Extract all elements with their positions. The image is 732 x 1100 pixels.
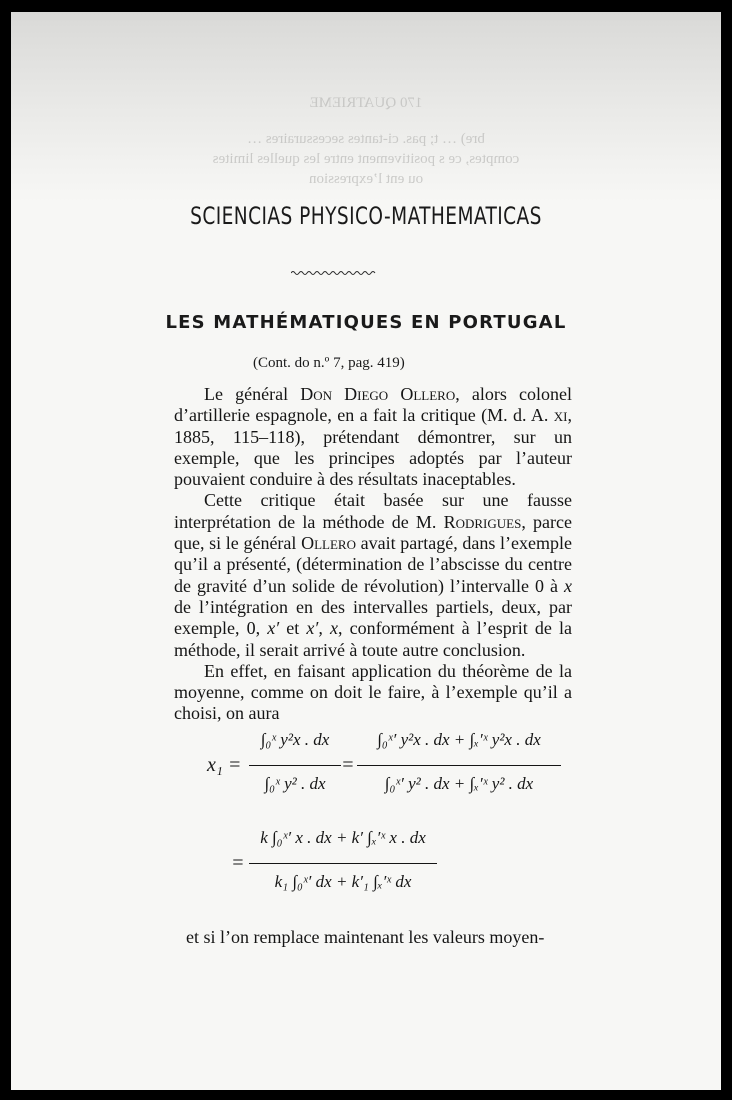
equation-lhs: x₁ = [207, 754, 242, 776]
fraction-numerator: ∫₀ˣ′ y²x . dx + ∫ₓ′ˣ y²x . dx [377, 730, 541, 749]
bleed-through-line: bre) … t; pas. ci-tantes secessuraires … [247, 131, 485, 147]
fraction-denominator: ∫₀ˣ y² . dx [264, 774, 326, 793]
bleed-through-line: 170 QUATRIEME [309, 95, 423, 111]
closing-line: et si l’on remplace maintenant les valeurs moyen- [186, 927, 545, 947]
scanned-page [11, 12, 721, 1090]
ornament-divider [291, 269, 377, 277]
bleed-through-line: ou ent l’expression [308, 171, 424, 187]
fraction-numerator: k ∫₀ˣ′ x . dx + k′ ∫ₓ′ˣ x . dx [260, 828, 426, 847]
paragraph: Le général Don Diego Ollero, alors colonel d’artillerie espagnole, en a fait la critique (M. d. A. xi, 1885, 115–118), prétendant démontrer, sur un exemple, que les principes adoptés par l’auteur pouvaient conduire à des résultats inaceptables. [174, 384, 572, 490]
article-title: LES MATHÉMATIQUES EN PORTUGAL [165, 312, 567, 333]
equals-sign: = [341, 754, 355, 776]
bleed-through-line: comptes, ce s positivement entre les quelles limites [212, 151, 520, 167]
paragraph: Cette critique était basée sur une fausse interprétation de la méthode de M. Rodrigues, parce que, si le général Ollero avait partagé, dans l’exemple qu’il a présenté, (détermination de l’abscisse du centre de gravité d’un solide de révolution) l’intervalle 0 à x de l’intégration en des intervalles partiels, deux, par exemple, 0, x′ et x′, x, conformément à l’esprit de la méthode, il serait arrivé à toute autre conclusion. [174, 490, 572, 660]
fraction-denominator: ∫₀ˣ′ y² . dx + ∫ₓ′ˣ y² . dx [384, 774, 534, 793]
fraction-bar [357, 765, 561, 766]
section-title: SCIENCIAS PHYSICO-MATHEMATICAS [190, 202, 542, 230]
continuation-note: (Cont. do n.º 7, pag. 419) [253, 355, 405, 371]
fraction-bar [249, 863, 437, 864]
fraction-bar [249, 765, 341, 766]
fraction-numerator: ∫₀ˣ y²x . dx [260, 730, 330, 749]
fraction-denominator: k₁ ∫₀ˣ′ dx + k′₁ ∫ₓ′ˣ dx [274, 872, 412, 891]
paragraph: En effet, en faisant application du théorème de la moyenne, comme on doit le faire, à l’exemple qu’il a choisi, on aura [174, 660, 572, 724]
equals-sign: = [231, 852, 245, 874]
article-body [174, 384, 572, 725]
